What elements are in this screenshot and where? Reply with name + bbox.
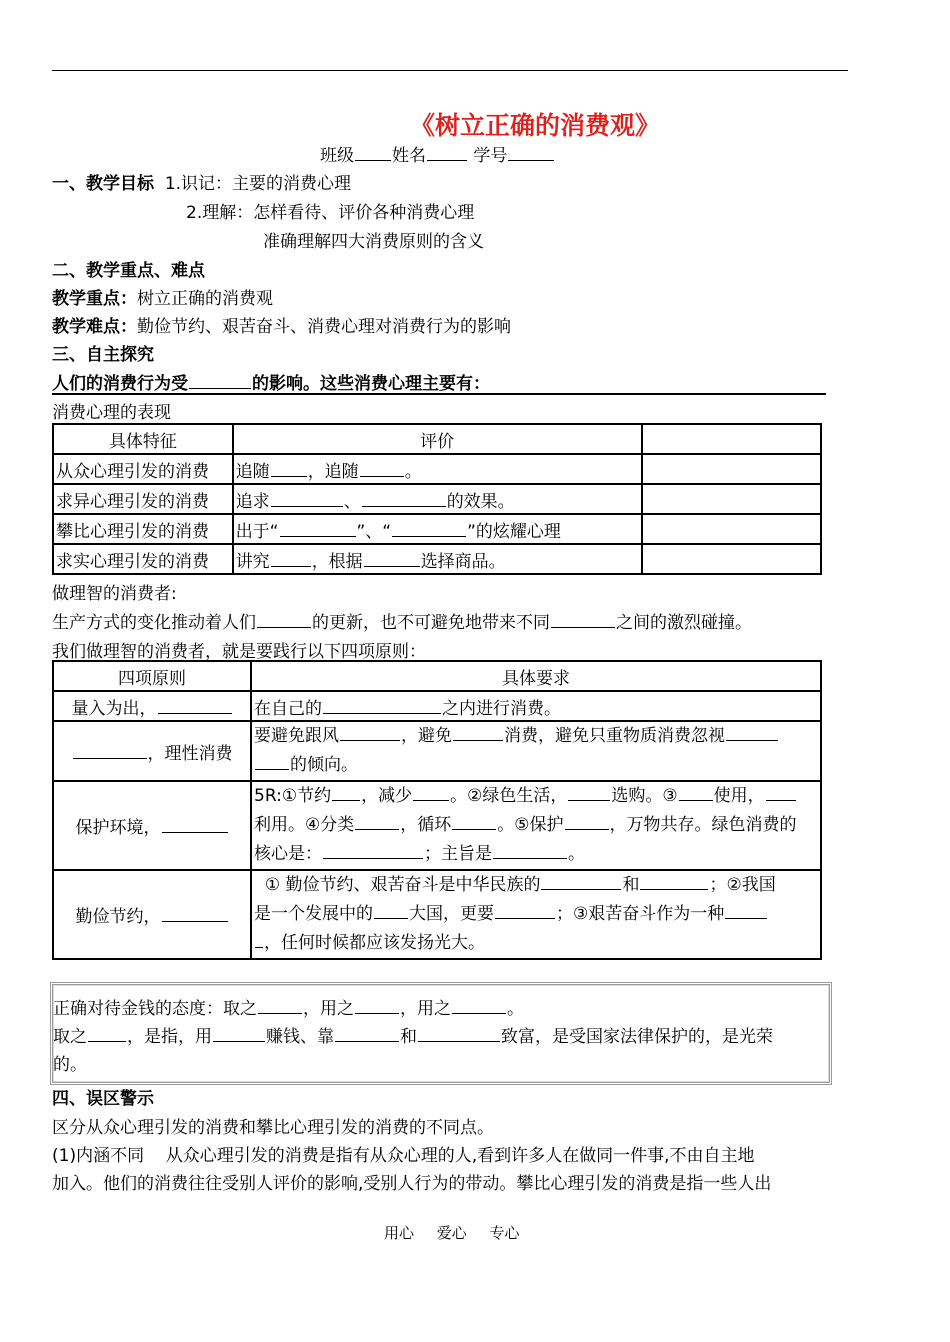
table-row xyxy=(53,691,821,721)
blank[interactable] xyxy=(453,724,503,741)
section-4-heading: 四、误区警示 xyxy=(52,1089,154,1109)
class-blank[interactable] xyxy=(355,144,391,161)
blank[interactable] xyxy=(541,873,621,890)
section-4-intro: 区分从众心理引发的消费和攀比心理引发的消费的不同点。 xyxy=(52,1118,494,1138)
blank[interactable] xyxy=(565,813,609,830)
row-conformity: 从众心理引发的消费 xyxy=(53,454,233,484)
principle-4-req: ① 勤俭节约、艰苦奋斗是中华民族的 和 ；②我国 是一个发展中的 大国，更要 ；③艰苦奋斗作为一种 ，任何时候都应该发扬光大。 xyxy=(251,870,821,959)
blank[interactable] xyxy=(323,697,441,714)
money-line-1: 正确对待金钱的态度：取之 ，用之 ，用之 。 xyxy=(53,999,524,1019)
page-footer: 用心 爱心 专心 xyxy=(384,1224,520,1242)
row-difference-eval: 追求 、 的效果。 xyxy=(233,484,642,514)
table-row xyxy=(53,454,821,484)
blank[interactable] xyxy=(355,813,399,830)
table-header-row xyxy=(53,661,821,691)
blank[interactable] xyxy=(88,1025,126,1042)
blank[interactable] xyxy=(452,997,506,1014)
row-comparison: 攀比心理引发的消费 xyxy=(53,514,233,544)
money-line-3: 的。 xyxy=(53,1055,87,1075)
header-evaluation: 评价 xyxy=(233,424,642,454)
table-row xyxy=(53,484,821,514)
blank[interactable] xyxy=(568,784,610,801)
goal-3: 准确理解四大消费原则的含义 xyxy=(263,232,484,252)
blank[interactable] xyxy=(280,520,356,537)
id-blank[interactable] xyxy=(508,144,554,161)
blank[interactable] xyxy=(258,997,302,1014)
influence-blank[interactable] xyxy=(189,372,251,389)
name-blank[interactable] xyxy=(427,144,467,161)
focus-line: 教学重点：树立正确的消费观 xyxy=(52,289,273,309)
blank[interactable] xyxy=(332,784,360,801)
principle-3: 保护环境， xyxy=(53,781,251,870)
table-row xyxy=(53,870,821,959)
blank[interactable] xyxy=(257,611,311,628)
empty-cell xyxy=(642,514,821,544)
table-row xyxy=(53,721,821,781)
row-comparison-eval: 出于“ ”、“ ”的炫耀心理 xyxy=(233,514,642,544)
top-rule xyxy=(52,70,848,71)
section-divider xyxy=(52,393,826,395)
blank[interactable] xyxy=(271,550,311,567)
student-info: 班级 姓名 学号 xyxy=(320,141,555,166)
row-practical: 求实心理引发的消费 xyxy=(53,544,233,574)
difficulty-line: 教学难点：勤俭节约、艰苦奋斗、消费心理对消费行为的影响 xyxy=(52,317,511,337)
blank[interactable] xyxy=(323,842,423,859)
blank[interactable] xyxy=(551,611,615,628)
blank[interactable] xyxy=(495,902,555,919)
blank[interactable] xyxy=(255,931,263,948)
header-feature: 具体特征 xyxy=(53,424,233,454)
blank[interactable] xyxy=(364,550,420,567)
blank[interactable] xyxy=(725,902,767,919)
blank[interactable] xyxy=(418,1025,500,1042)
goal-2: 2.理解：怎样看待、评价各种消费心理 xyxy=(186,203,475,223)
blank[interactable] xyxy=(679,784,713,801)
principle-3-req: 5R:①节约 ，减少 。②绿色生活， 选购。③ 使用， 利用。④分类 ，循环 。⑤保护 ，万物共存。绿色消费的 核心是： ；主旨是 。 xyxy=(251,781,821,870)
header-requirement: 具体要求 xyxy=(251,661,821,691)
money-line-2: 取之 ，是指，用 赚钱、靠 和 致富，是受国家法律保护的，是光荣 xyxy=(53,1027,773,1047)
empty-cell xyxy=(642,544,821,574)
section-2-heading: 二、教学重点、难点 xyxy=(52,261,205,281)
section-3-heading: 三、自主探究 xyxy=(52,345,154,365)
blank[interactable] xyxy=(413,784,449,801)
principle-4: 勤俭节约， xyxy=(53,870,251,959)
header-extra xyxy=(642,424,821,454)
blank[interactable] xyxy=(355,997,399,1014)
blank[interactable] xyxy=(271,460,307,477)
section-4-para-1: (1)内涵不同 从众心理引发的消费是指有从众心理的人,看到许多人在做同一件事,不由自主地 xyxy=(52,1146,755,1166)
page-title: 《树立正确的消费观》 xyxy=(410,111,661,140)
row-conformity-eval: 追随 ，追随 。 xyxy=(233,454,642,484)
blank[interactable] xyxy=(374,902,408,919)
principle-1: 量入为出， xyxy=(53,691,251,721)
blank[interactable] xyxy=(162,816,228,833)
empty-cell xyxy=(642,484,821,514)
consumer-heading: 做理智的消费者: xyxy=(52,584,177,604)
principles-table xyxy=(52,660,822,960)
blank[interactable] xyxy=(766,784,796,801)
blank[interactable] xyxy=(271,490,343,507)
blank[interactable] xyxy=(73,742,147,759)
consumer-line-1: 生产方式的变化推动着人们 的更新，也不可避免地带来不同 之间的激烈碰撞。 xyxy=(52,613,752,633)
section-4-para-2: 加入。他们的消费往往受别人评价的影响,受别人行为的带动。攀比心理引发的消费是指一些人出 xyxy=(52,1174,772,1194)
header-principle: 四项原则 xyxy=(53,661,251,691)
blank[interactable] xyxy=(362,490,446,507)
blank[interactable] xyxy=(162,905,228,922)
blank[interactable] xyxy=(158,697,232,714)
blank[interactable] xyxy=(340,724,400,741)
blank[interactable] xyxy=(493,842,567,859)
blank[interactable] xyxy=(213,1025,265,1042)
table-row xyxy=(53,514,821,544)
row-difference: 求异心理引发的消费 xyxy=(53,484,233,514)
principle-2-req: 要避免跟风 ，避免 消费，避免只重物质消费忽视 的倾向。 xyxy=(251,721,821,781)
principle-1-req: 在自己的 之内进行消费。 xyxy=(251,691,821,721)
goal-1: 1.识记：主要的消费心理 xyxy=(164,174,352,194)
row-practical-eval: 讲究 ，根据 选择商品。 xyxy=(233,544,642,574)
psychology-table xyxy=(52,423,822,575)
blank[interactable] xyxy=(360,460,404,477)
table-row xyxy=(53,781,821,870)
consumer-line-2: 我们做理智的消费者，就是要践行以下四项原则： xyxy=(52,642,426,662)
blank[interactable] xyxy=(640,873,708,890)
table-caption: 消费心理的表现 xyxy=(52,403,171,423)
empty-cell xyxy=(642,454,821,484)
table-row xyxy=(53,544,821,574)
principle-2: ，理性消费 xyxy=(53,721,251,781)
blank[interactable] xyxy=(726,724,778,741)
blank[interactable] xyxy=(392,520,466,537)
influence-question: 人们的消费行为受 的影响。这些消费心理主要有： xyxy=(52,374,490,394)
blank[interactable] xyxy=(452,813,496,830)
blank[interactable] xyxy=(335,1025,399,1042)
blank[interactable] xyxy=(255,753,289,770)
table-header-row xyxy=(53,424,821,454)
section-1-row xyxy=(52,169,351,194)
section-1-heading: 一、教学目标 xyxy=(52,174,154,194)
